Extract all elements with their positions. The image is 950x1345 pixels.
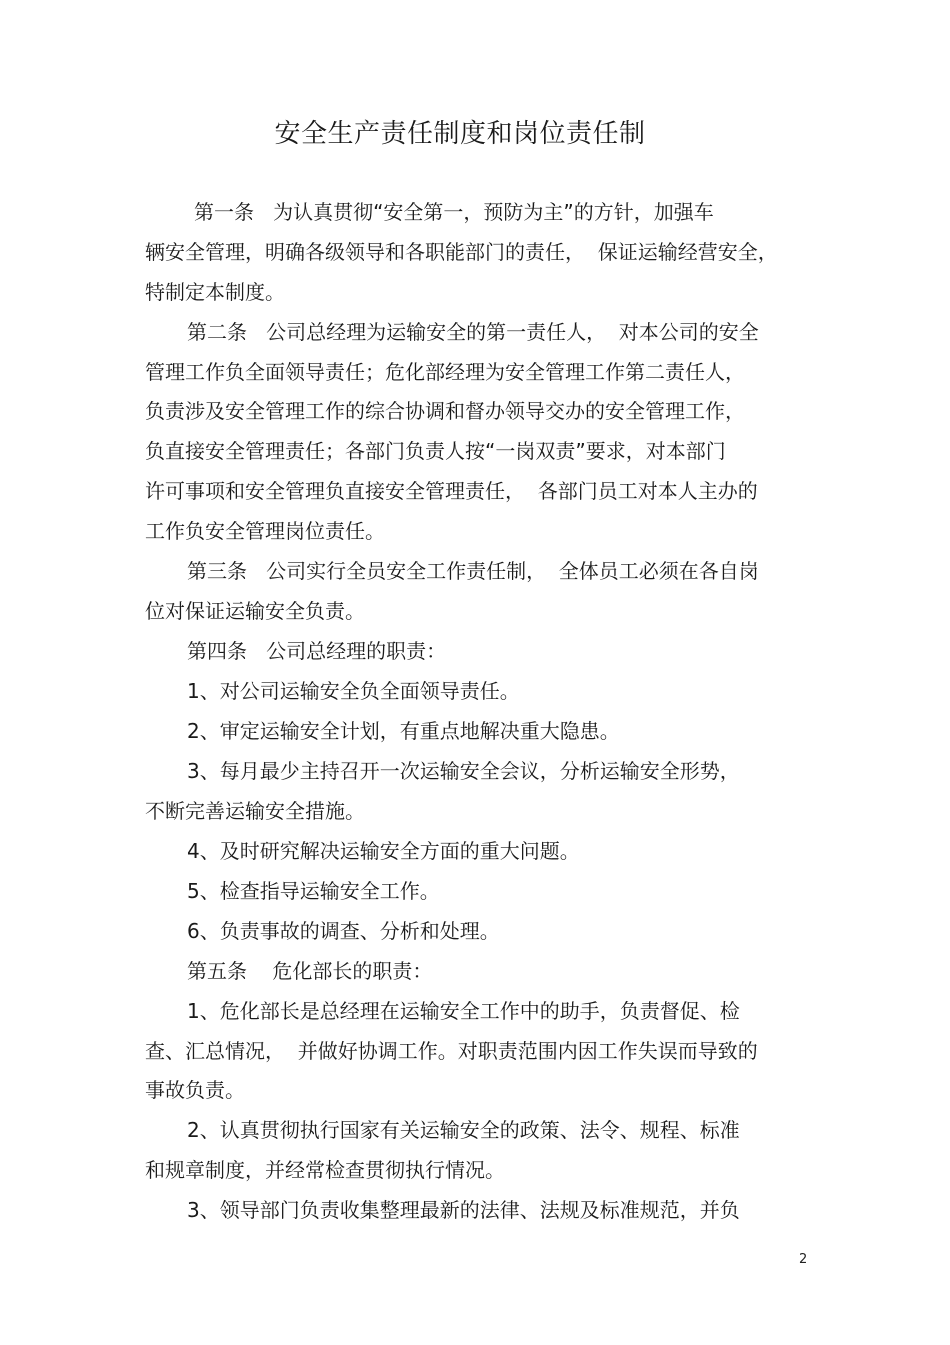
list-item: 1、对公司运输安全负全面领导责任。 xyxy=(187,679,520,703)
paragraph-line: 负责涉及安全管理工作的综合协调和督办领导交办的安全管理工作， xyxy=(145,399,745,423)
paragraph-line: 辆安全管理，明确各级领导和各职能部门的责任， 保证运输经营安全， xyxy=(145,240,778,264)
paragraph-line: 不断完善运输安全措施。 xyxy=(145,799,365,823)
list-item: 2、认真贯彻执行国家有关运输安全的政策、法令、规程、标准 xyxy=(187,1118,740,1142)
list-item: 3、每月最少主持召开一次运输安全会议，分析运输安全形势， xyxy=(187,759,740,783)
paragraph-line: 管理工作负全面领导责任；危化部经理为安全管理工作第二责任人， xyxy=(145,360,745,384)
list-item: 3、领导部门负责收集整理最新的法律、法规及标准规范，并负 xyxy=(187,1198,740,1222)
page-number: 2 xyxy=(799,1252,808,1267)
paragraph-line: 工作负安全管理岗位责任。 xyxy=(145,519,385,543)
paragraph-line: 和规章制度，并经常检查贯彻执行情况。 xyxy=(145,1158,505,1182)
list-item: 4、及时研究解决运输安全方面的重大问题。 xyxy=(187,839,580,863)
list-item: 1、危化部长是总经理在运输安全工作中的助手，负责督促、检 xyxy=(187,999,740,1023)
paragraph-line: 第四条 公司总经理的职责： xyxy=(187,639,447,663)
paragraph-line: 第三条 公司实行全员安全工作责任制， 全体员工必须在各自岗 xyxy=(187,559,759,583)
paragraph-line: 事故负责。 xyxy=(145,1078,245,1102)
paragraph-line: 负直接安全管理责任；各部门负责人按“一岗双责”要求，对本部门 xyxy=(145,439,726,463)
paragraph-line: 许可事项和安全管理负直接安全管理责任， 各部门员工对本人主办的 xyxy=(145,479,758,503)
list-item: 6、负责事故的调查、分析和处理。 xyxy=(187,919,500,943)
list-item: 2、审定运输安全计划，有重点地解决重大隐患。 xyxy=(187,719,620,743)
paragraph-line: 第一条 为认真贯彻“安全第一，预防为主”的方针，加强车 xyxy=(194,200,714,224)
paragraph-line: 第五条 危化部长的职责： xyxy=(187,959,433,983)
paragraph-line: 查、汇总情况， 并做好协调工作。对职责范围内因工作失误而导致的 xyxy=(145,1039,758,1063)
paragraph-line: 特制定本制度。 xyxy=(145,280,285,304)
document-title: 安全生产责任制度和岗位责任制 xyxy=(274,119,646,149)
paragraph-line: 第二条 公司总经理为运输安全的第一责任人， 对本公司的安全 xyxy=(187,320,759,344)
list-item: 5、检查指导运输安全工作。 xyxy=(187,879,440,903)
paragraph-line: 位对保证运输安全负责。 xyxy=(145,599,365,623)
